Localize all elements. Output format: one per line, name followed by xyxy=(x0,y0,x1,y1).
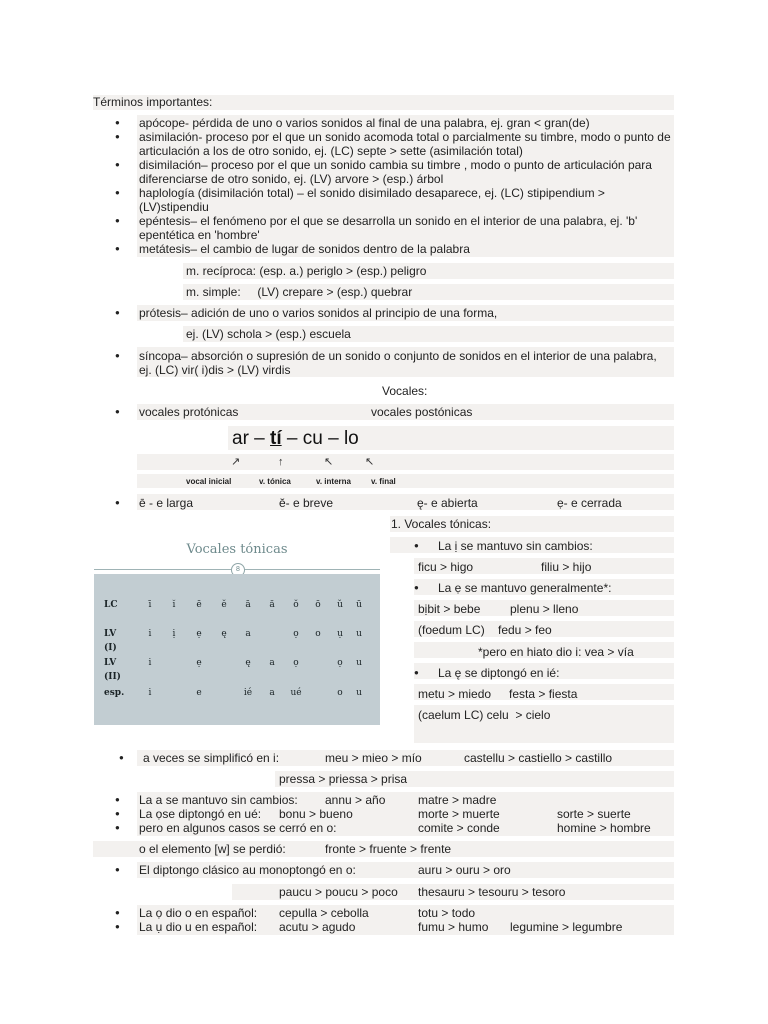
e-breve: ĕ- e breve xyxy=(279,496,334,510)
label-vocal-inicial: vocal inicial xyxy=(186,477,232,486)
u-final-ex2: fumu > humo xyxy=(418,920,489,934)
label-v-final: v. final xyxy=(371,477,396,486)
vowel-table-cell: ụ xyxy=(337,629,343,639)
term-metatesis: ● metátesis– el cambio de lugar de sonidos dentro de la palabra xyxy=(139,242,470,256)
vowel-table-row-label: LV (II) xyxy=(104,658,121,682)
vowel-table-cell: i xyxy=(148,688,152,698)
rule-e-cerrada: ● La ẹ se mantuvo generalmente*: xyxy=(438,581,611,595)
label-v-tonica: v. tónica xyxy=(259,477,291,486)
metatesis-simple: m. simple: (LV) crepare > (esp.) quebrar xyxy=(186,285,413,299)
a-ex1: annu > año xyxy=(325,793,386,807)
vowel-table-cell: ŏ xyxy=(293,600,299,610)
vowel-table-row-label: LV (I) xyxy=(104,629,117,653)
ex-festa: festa > fiesta xyxy=(509,687,578,701)
arrow-up-left-icon: ↖ xyxy=(324,456,334,468)
ex-fedu: fedu > feo xyxy=(498,623,552,637)
vowel-table-cell: u xyxy=(356,629,362,639)
e-larga: ● ē - e larga xyxy=(139,496,193,510)
vocales-postonicas: vocales postónicas xyxy=(371,405,473,419)
u-final-rule: ● La ụ dio u en español: xyxy=(139,920,257,934)
note-hiato: *pero en hiato dio i: vea > vía xyxy=(478,645,634,659)
vowel-table-cell: i xyxy=(148,658,152,668)
simplif-rule: ● a veces se simplificó en i: xyxy=(143,751,279,765)
label-v-interna: v. interna xyxy=(316,477,351,486)
vowel-table-cell: e xyxy=(196,688,202,698)
term-sincopa: ● síncopa– absorción o supresión de un sonido o conjunto de sonidos en el interior de una palabra, ej. (LC) vir( i)dis > (LV) virdis xyxy=(139,349,659,377)
articulo-tonic: tí xyxy=(270,428,282,449)
vowel-table-cell: ué xyxy=(290,688,302,698)
vowel-table-cell: o xyxy=(337,688,343,698)
vowel-table-cell: ĕ xyxy=(221,600,227,610)
a-rule: ● La a se mantuvo sin cambios: xyxy=(139,793,298,807)
w-rule: o el elemento [w] se perdió: xyxy=(139,842,286,856)
o-final-ex1: cepulla > cebolla xyxy=(279,906,369,920)
a-ex2: matre > madre xyxy=(418,793,497,807)
ex-filiu: filiu > hijo xyxy=(541,560,592,574)
vowel-table-cell: ị xyxy=(172,629,176,639)
articulo-part-3: – cu – lo xyxy=(281,428,359,449)
vowel-table-cell: a xyxy=(269,688,275,698)
e-cerrada: ẹ- e cerrada xyxy=(557,496,622,510)
o-ex1: bonu > bueno xyxy=(279,807,353,821)
ex-plenu: plenu > lleno xyxy=(510,602,579,616)
arrow-up-right-icon: ↗ xyxy=(231,456,241,468)
vowel-table-cell: ō xyxy=(315,600,321,610)
arrow-up-icon: ↑ xyxy=(278,456,284,468)
vowel-table-cell: u xyxy=(356,688,362,698)
vowel-table-cell: ī xyxy=(148,600,152,610)
ex-foedum: (foedum LC) xyxy=(418,623,485,637)
vowel-table-badge: 8 xyxy=(231,563,245,577)
vocales-protonicas: ● vocales protónicas xyxy=(139,405,238,419)
au-ex2: paucu > poucu > poco xyxy=(279,885,398,899)
vowel-table-cell: a xyxy=(245,629,251,639)
vowel-table-title: Vocales tónicas xyxy=(186,542,288,557)
ex-metu: metu > miedo xyxy=(418,687,492,701)
o-final-ex2: totu > todo xyxy=(418,906,476,920)
term-disimilacion: ● disimilación– proceso por el que un sonido cambia su timbre , modo o punto de articulación para diferenciarse de otro sonido, ej. (LV) arvore > (esp.) árbol xyxy=(139,158,674,186)
vowel-table-cell: ē xyxy=(196,600,202,610)
vowel-table-cell: ẹ xyxy=(196,629,202,639)
vocales-heading: Vocales: xyxy=(382,384,428,398)
u-final-ex1: acutu > agudo xyxy=(279,920,356,934)
au-ex1: auru > ouru > oro xyxy=(418,863,511,877)
vowel-table xyxy=(94,574,380,725)
term-epentesis: ● epéntesis– el fenómeno por el que se desarrolla un sonido en el interior de una palabra, ej. 'b' epentética en 'hombre' xyxy=(139,214,674,242)
u-final-ex3: legumine > legumbre xyxy=(510,920,623,934)
vowel-table-cell: i xyxy=(148,629,152,639)
pressa-ex: pressa > priessa > prisa xyxy=(279,772,408,786)
rule-e-abierta: ● La ę se diptongó en ié: xyxy=(438,666,559,680)
tonicas-heading: 1. Vocales tónicas: xyxy=(391,517,492,531)
articulo-word xyxy=(232,428,359,450)
vowel-table-cell: ŭ xyxy=(337,600,343,610)
term-asimilacion: ● asimilación- proceso por el que un sonido acomoda total o parcialmente su timbre, modo o punto de articulación a los de otro sonido, ej. (LC) septe > sette (asimilación total) xyxy=(139,130,674,158)
o-cerro-ex1: comite > conde xyxy=(418,821,500,835)
protesis-example: ej. (LV) schola > (esp.) escuela xyxy=(186,327,351,341)
vowel-table-cell: u xyxy=(356,658,362,668)
w-ex: fronte > fruente > frente xyxy=(325,842,452,856)
vowel-table-row-label: esp. xyxy=(104,688,125,698)
vowel-table-cell: ọ xyxy=(337,658,343,668)
vowel-table-cell: ọ xyxy=(293,629,299,639)
vowel-table-cell: o xyxy=(315,629,321,639)
simplif-ex2: castellu > castiello > castillo xyxy=(464,751,613,765)
term-apocope: ● apócope- pérdida de uno o varios sonidos al final de una palabra, ej. gran < gran(de) xyxy=(139,116,674,130)
o-rule: ● La ọse diptongó en ué: xyxy=(139,807,261,821)
vowel-table-cell: ié xyxy=(243,688,253,698)
vowel-table-cell: ę xyxy=(245,658,251,668)
vowel-table-cell: ọ xyxy=(293,658,299,668)
o-cerro-ex2: homine > hombre xyxy=(557,821,651,835)
vowel-table-cell: ā xyxy=(245,600,251,610)
au-rule: ● El diptongo clásico au monoptongó en o: xyxy=(139,863,356,877)
o-ex3: sorte > suerte xyxy=(557,807,631,821)
simplif-ex1: meu > mieo > mío xyxy=(325,751,422,765)
au-ex3: thesauru > tesouru > tesoro xyxy=(418,885,566,899)
o-final-rule: ● La ọ dio o en español: xyxy=(139,906,257,920)
vowel-table-cell: ę xyxy=(221,629,227,639)
vowel-table-cell: ĭ xyxy=(172,600,176,610)
vowel-table-cell: a xyxy=(269,658,275,668)
term-protesis: ● prótesis– adición de uno o varios sonidos al principio de una forma, xyxy=(139,306,497,320)
vowel-table-row-label: LC xyxy=(104,600,118,610)
section-heading: Términos importantes: xyxy=(93,95,213,109)
ex-caelum: (caelum LC) celu > cielo xyxy=(418,708,551,722)
ex-bibit: bịbit > bebe xyxy=(418,602,481,616)
vowel-table-cell: ū xyxy=(356,600,362,610)
term-haplologia: ● haplología (disimilación total) – el sonido disimilado desaparece, ej. (LC) stipipendium > (LV)stipendiu xyxy=(139,186,674,214)
articulo-part-1: ar – xyxy=(232,428,271,449)
vowel-table-cell: ẹ xyxy=(196,658,202,668)
vowel-table-cell: ă xyxy=(269,600,275,610)
metatesis-reciproca: m. recíproca: (esp. a.) periglo > (esp.) peligro xyxy=(186,264,427,278)
e-abierta: ę- e abierta xyxy=(417,496,478,510)
o-ex2: morte > muerte xyxy=(418,807,500,821)
ex-ficu: ficu > higo xyxy=(418,560,474,574)
arrow-up-left-icon: ↖ xyxy=(365,456,375,468)
rule-i: ● La ị se mantuvo sin cambios: xyxy=(438,539,593,553)
o-cerro-rule: ● pero en algunos casos se cerró en o: xyxy=(139,821,336,835)
